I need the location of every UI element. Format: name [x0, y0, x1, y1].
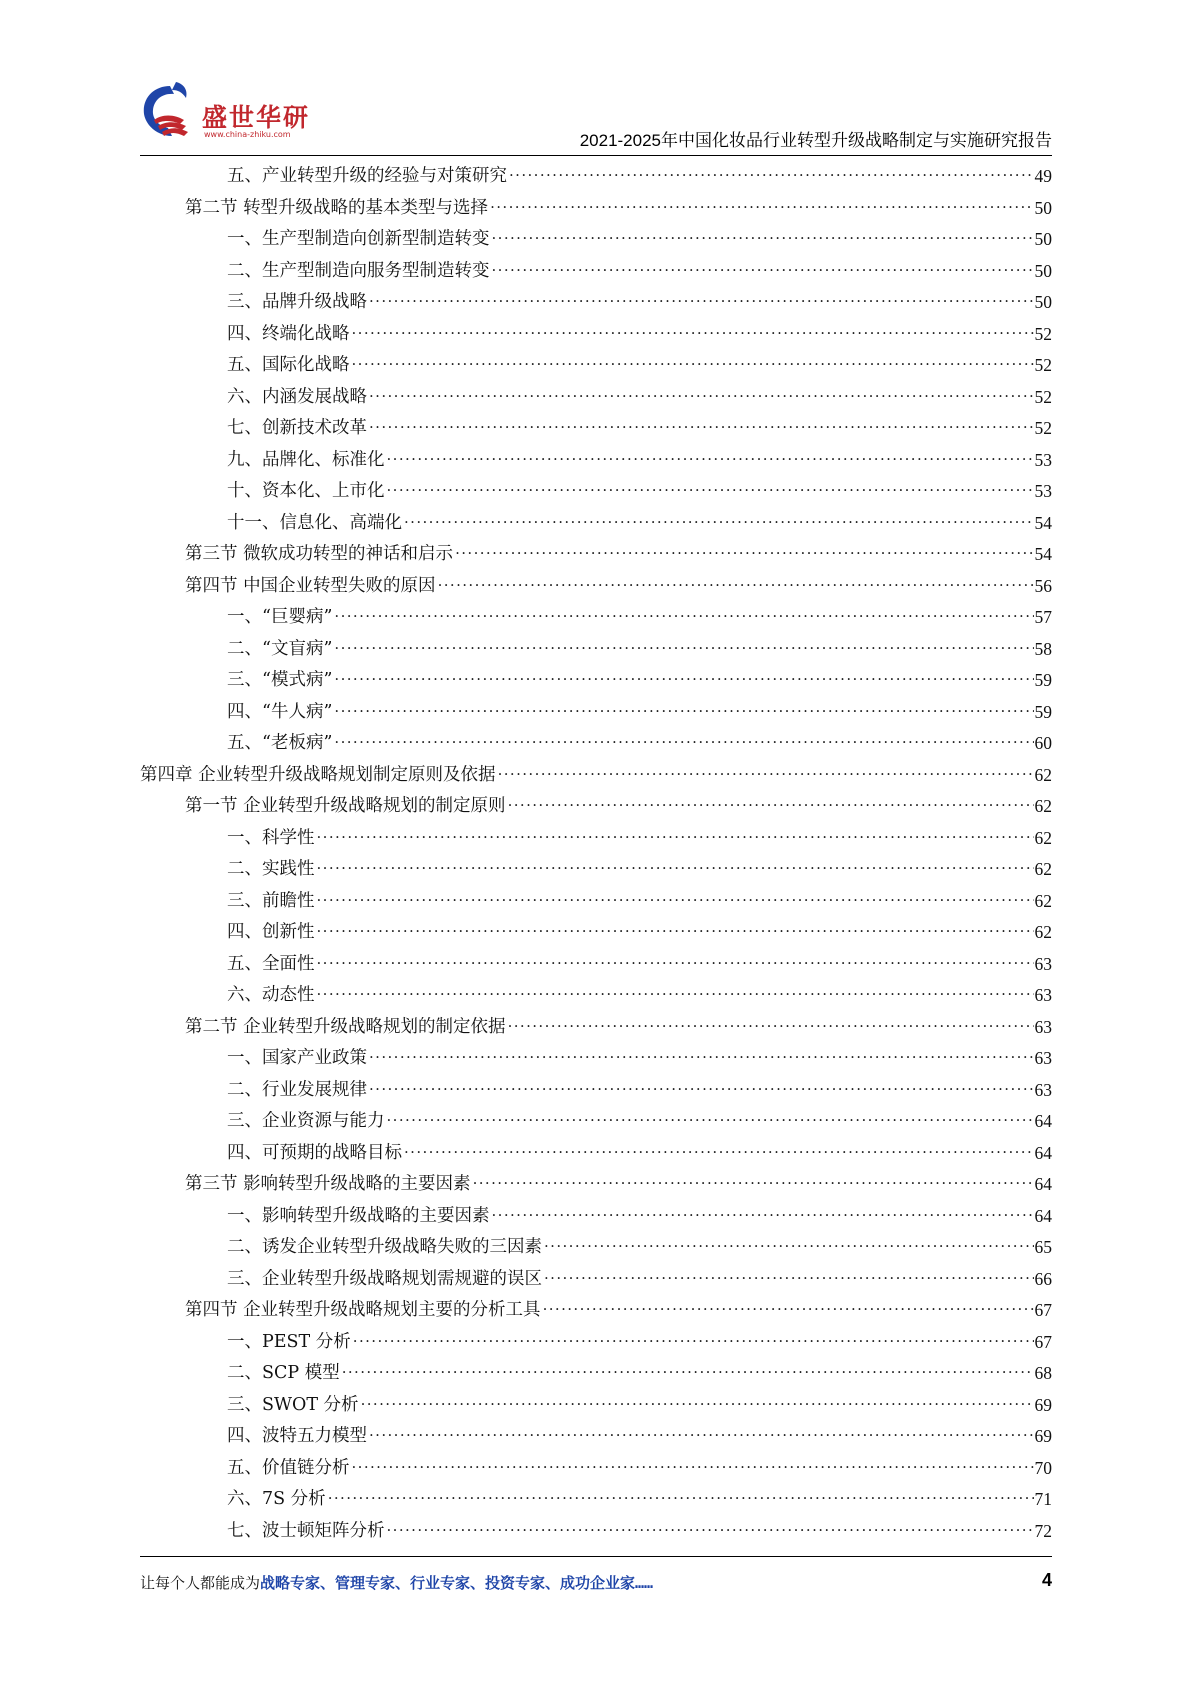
toc-entry-label: 一、PEST 分析 — [227, 1331, 351, 1352]
toc-entry-label: 十、资本化、上市化 — [227, 481, 385, 501]
toc-entry[interactable] — [140, 602, 1052, 634]
toc-entry[interactable] — [140, 256, 1052, 288]
toc-entry[interactable] — [140, 886, 1052, 918]
toc-entry-label: 一、科学性 — [227, 827, 315, 848]
toc-entry-page: 53 — [1034, 449, 1052, 470]
toc-entry-label: 五、“老板病” — [227, 733, 333, 753]
toc-entry-label: 四、可预期的战略目标 — [227, 1142, 402, 1163]
toc-entry-page: 69 — [1034, 1394, 1052, 1415]
toc-dot-leader — [455, 544, 1033, 566]
toc-entry-page: 70 — [1034, 1457, 1052, 1478]
toc-dot-leader — [317, 922, 1034, 944]
toc-dot-leader — [317, 827, 1034, 849]
toc-dot-leader — [353, 1331, 1034, 1353]
toc-dot-leader — [387, 1111, 1034, 1133]
toc-entry-page: 54 — [1034, 544, 1052, 564]
toc-entry[interactable] — [140, 1295, 1052, 1327]
toc-entry[interactable] — [140, 1169, 1052, 1201]
toc-entry[interactable] — [140, 382, 1052, 414]
toc-entry-page: 64 — [1034, 1174, 1052, 1194]
toc-entry-page: 59 — [1034, 670, 1052, 690]
toc-entry-label: 一、国家产业政策 — [227, 1048, 367, 1068]
toc-entry-page: 72 — [1034, 1520, 1052, 1541]
toc-dot-leader — [369, 1426, 1034, 1448]
toc-entry-label: 七、波士顿矩阵分析 — [227, 1520, 385, 1541]
toc-dot-leader — [317, 890, 1034, 912]
toc-entry-label: 九、品牌化、标准化 — [227, 449, 385, 470]
toc-dot-leader — [334, 607, 1033, 629]
toc-entry-page: 62 — [1034, 922, 1052, 942]
toc-entry-label: 三、企业转型升级战略规划需规避的误区 — [227, 1268, 542, 1289]
page-header — [140, 80, 1052, 157]
toc-entry[interactable] — [140, 823, 1052, 855]
toc-entry[interactable] — [140, 161, 1052, 193]
toc-entry-label: 二、诱发企业转型升级战略失败的三因素 — [227, 1237, 542, 1257]
toc-dot-leader — [352, 323, 1034, 345]
toc-entry[interactable] — [140, 1484, 1052, 1516]
toc-dot-leader — [492, 260, 1034, 282]
toc-entry[interactable] — [140, 760, 1052, 792]
toc-entry-label: 七、创新技术改革 — [227, 418, 367, 438]
toc-dot-leader — [387, 1520, 1034, 1542]
toc-entry[interactable] — [140, 917, 1052, 949]
toc-entry[interactable] — [140, 413, 1052, 445]
footer-slogan-emphasis: 战略专家、管理专家、行业专家、投资专家、成功企业家…… — [260, 1574, 654, 1592]
toc-entry-page: 62 — [1034, 890, 1052, 911]
toc-entry-page: 54 — [1034, 512, 1052, 533]
toc-entry-page: 68 — [1034, 1363, 1052, 1383]
toc-entry[interactable] — [140, 1516, 1052, 1548]
toc-entry[interactable] — [140, 1264, 1052, 1296]
report-title: 2021-2025年中国化妆品行业转型升级战略制定与实施研究报告 — [579, 131, 1052, 150]
toc-dot-leader — [544, 1268, 1034, 1290]
toc-entry-page: 53 — [1034, 481, 1052, 501]
toc-entry-label: 六、7S 分析 — [227, 1489, 326, 1509]
toc-dot-leader — [490, 197, 1033, 219]
toc-entry-page: 66 — [1034, 1268, 1052, 1289]
toc-entry-page: 63 — [1034, 953, 1052, 974]
toc-entry-page: 60 — [1034, 733, 1052, 753]
toc-entry[interactable] — [140, 1075, 1052, 1107]
toc-entry-label: 三、品牌升级战略 — [227, 292, 367, 312]
toc-entry-label: 四、波特五力模型 — [227, 1426, 367, 1446]
toc-entry-label: 四、创新性 — [227, 922, 315, 942]
toc-dot-leader — [352, 1457, 1034, 1479]
toc-dot-leader — [369, 1079, 1034, 1101]
toc-entry-label: 二、SCP 模型 — [227, 1363, 340, 1383]
toc-entry-page: 50 — [1034, 260, 1052, 281]
toc-entry[interactable] — [140, 1138, 1052, 1170]
toc-entry[interactable] — [140, 1358, 1052, 1390]
toc-entry-page: 63 — [1034, 1079, 1052, 1100]
toc-entry[interactable] — [140, 224, 1052, 256]
toc-entry-page: 67 — [1034, 1300, 1052, 1320]
toc-entry-label: 三、SWOT 分析 — [227, 1394, 359, 1415]
toc-entry-label: 五、价值链分析 — [227, 1457, 350, 1478]
toc-entry-page: 57 — [1034, 607, 1052, 627]
toc-dot-leader — [317, 985, 1034, 1007]
toc-dot-leader — [342, 1363, 1034, 1385]
toc-entry[interactable] — [140, 728, 1052, 760]
toc-dot-leader — [387, 449, 1034, 471]
toc-dot-leader — [334, 701, 1033, 723]
toc-entry-label: 三、企业资源与能力 — [227, 1111, 385, 1131]
toc-dot-leader — [543, 1300, 1034, 1322]
toc-dot-leader — [317, 953, 1034, 975]
logo-url: www.china-zhiku.com — [204, 130, 291, 139]
toc-entry-label: 第三节 影响转型升级战略的主要因素 — [185, 1174, 471, 1194]
toc-entry-page: 52 — [1034, 418, 1052, 438]
toc-entry-label: 第一节 企业转型升级战略规划的制定原则 — [185, 796, 506, 816]
toc-entry-label: 二、实践性 — [227, 859, 315, 879]
page-number: 4 — [1041, 1570, 1052, 1590]
toc-entry-label: 六、内涵发展战略 — [227, 386, 367, 407]
toc-entry[interactable] — [140, 1327, 1052, 1359]
logo-text: 盛世华研 — [202, 103, 311, 132]
toc-entry-page: 50 — [1034, 292, 1052, 312]
toc-entry-label: 四、“牛人病” — [227, 701, 333, 722]
toc-dot-leader — [369, 386, 1034, 408]
toc-entry[interactable] — [140, 571, 1052, 603]
toc-entry-page: 64 — [1034, 1111, 1052, 1131]
toc-entry-label: 第三节 微软成功转型的神话和启示 — [185, 544, 454, 564]
toc-entry-page: 52 — [1034, 355, 1052, 375]
toc-entry-label: 第四节 中国企业转型失败的原因 — [185, 575, 436, 596]
toc-entry-page: 63 — [1034, 1048, 1052, 1068]
toc-entry[interactable] — [140, 949, 1052, 981]
toc-entry-label: 第二节 转型升级战略的基本类型与选择 — [185, 197, 489, 218]
toc-entry-page: 62 — [1034, 827, 1052, 848]
toc-entry-label: 二、“文盲病” — [227, 638, 333, 659]
toc-entry-page: 71 — [1034, 1489, 1052, 1509]
toc-entry-label: 第四章 企业转型升级战略规划制定原则及依据 — [140, 764, 496, 785]
toc-dot-leader — [361, 1394, 1034, 1416]
toc-dot-leader — [492, 1205, 1034, 1227]
toc-dot-leader — [317, 859, 1034, 881]
toc-dot-leader — [492, 229, 1034, 251]
toc-entry[interactable] — [140, 539, 1052, 571]
toc-dot-leader — [498, 764, 1034, 786]
toc-entry[interactable] — [140, 1043, 1052, 1075]
toc-entry-label: 三、“模式病” — [227, 670, 333, 690]
footer-divider — [140, 1556, 1052, 1557]
toc-entry-page: 67 — [1034, 1331, 1052, 1352]
toc-entry-page: 62 — [1034, 764, 1052, 785]
toc-entry[interactable] — [140, 1232, 1052, 1264]
toc-entry[interactable] — [140, 634, 1052, 666]
toc-entry-page: 49 — [1034, 166, 1052, 186]
toc-entry[interactable] — [140, 476, 1052, 508]
toc-entry[interactable] — [140, 854, 1052, 886]
toc-dot-leader — [509, 166, 1034, 188]
toc-entry-label: 十一、信息化、高端化 — [227, 512, 402, 533]
toc-dot-leader — [404, 512, 1034, 534]
toc-entry[interactable] — [140, 1012, 1052, 1044]
toc-entry-label: 四、终端化战略 — [227, 323, 350, 344]
toc-entry-page: 59 — [1034, 701, 1052, 722]
toc-entry-label: 六、动态性 — [227, 985, 315, 1005]
toc-entry[interactable] — [140, 350, 1052, 382]
footer-slogan-prefix: 让每个人都能成为 — [140, 1574, 261, 1592]
company-logo — [140, 80, 340, 144]
toc-entry-label: 二、行业发展规律 — [227, 1079, 367, 1100]
toc-entry-label: 一、生产型制造向创新型制造转变 — [227, 229, 490, 249]
toc-dot-leader — [334, 638, 1033, 660]
toc-dot-leader — [369, 1048, 1034, 1070]
toc-entry-page: 65 — [1034, 1237, 1052, 1257]
toc-dot-leader — [369, 292, 1034, 314]
toc-dot-leader — [328, 1489, 1034, 1511]
toc-entry-page: 52 — [1034, 386, 1052, 407]
toc-entry-label: 一、影响转型升级战略的主要因素 — [227, 1205, 490, 1226]
toc-entry-label: 第二节 企业转型升级战略规划的制定依据 — [185, 1016, 506, 1037]
toc-entry[interactable] — [140, 697, 1052, 729]
toc-entry-page: 58 — [1034, 638, 1052, 659]
toc-entry-page: 64 — [1034, 1142, 1052, 1163]
toc-entry-label: 五、国际化战略 — [227, 355, 350, 375]
toc-entry-label: 三、前瞻性 — [227, 890, 315, 911]
toc-dot-leader — [334, 670, 1033, 692]
toc-entry-page: 64 — [1034, 1205, 1052, 1226]
toc-dot-leader — [404, 1142, 1034, 1164]
logo-swirl-icon — [140, 80, 202, 144]
toc-entry-page: 69 — [1034, 1426, 1052, 1446]
toc-entry[interactable] — [140, 1453, 1052, 1485]
toc-entry-label: 一、“巨婴病” — [227, 607, 333, 627]
toc-dot-leader — [352, 355, 1034, 377]
toc-entry[interactable] — [140, 1201, 1052, 1233]
toc-entry-page: 50 — [1034, 197, 1052, 218]
toc-entry-label: 五、全面性 — [227, 953, 315, 974]
toc-entry[interactable] — [140, 319, 1052, 351]
toc-entry[interactable] — [140, 980, 1052, 1012]
toc-entry[interactable] — [140, 445, 1052, 477]
toc-entry-page: 50 — [1034, 229, 1052, 249]
toc-entry-label: 第四节 企业转型升级战略规划主要的分析工具 — [185, 1300, 541, 1320]
toc-dot-leader — [387, 481, 1034, 503]
toc-entry[interactable] — [140, 1421, 1052, 1453]
toc-dot-leader — [369, 418, 1034, 440]
header-divider — [140, 155, 1052, 156]
toc-dot-leader — [473, 1174, 1034, 1196]
toc-dot-leader — [544, 1237, 1034, 1259]
toc-entry[interactable] — [140, 193, 1052, 225]
toc-entry-label: 二、生产型制造向服务型制造转变 — [227, 260, 490, 281]
toc-entry[interactable] — [140, 287, 1052, 319]
toc-entry-label: 五、产业转型升级的经验与对策研究 — [227, 166, 507, 186]
toc-entry-page: 63 — [1034, 985, 1052, 1005]
toc-entry-page: 62 — [1034, 796, 1052, 816]
table-of-contents — [140, 161, 1052, 1547]
toc-entry-page: 62 — [1034, 859, 1052, 879]
toc-entry-page: 63 — [1034, 1016, 1052, 1037]
toc-entry[interactable] — [140, 1390, 1052, 1422]
toc-entry-page: 52 — [1034, 323, 1052, 344]
toc-entry[interactable] — [140, 1106, 1052, 1138]
toc-dot-leader — [508, 796, 1034, 818]
toc-dot-leader — [508, 1016, 1034, 1038]
toc-dot-leader — [334, 733, 1033, 755]
toc-entry[interactable] — [140, 665, 1052, 697]
toc-dot-leader — [438, 575, 1034, 597]
page-footer — [140, 1572, 1052, 1602]
toc-entry[interactable] — [140, 508, 1052, 540]
toc-entry[interactable] — [140, 791, 1052, 823]
toc-entry-page: 56 — [1034, 575, 1052, 596]
